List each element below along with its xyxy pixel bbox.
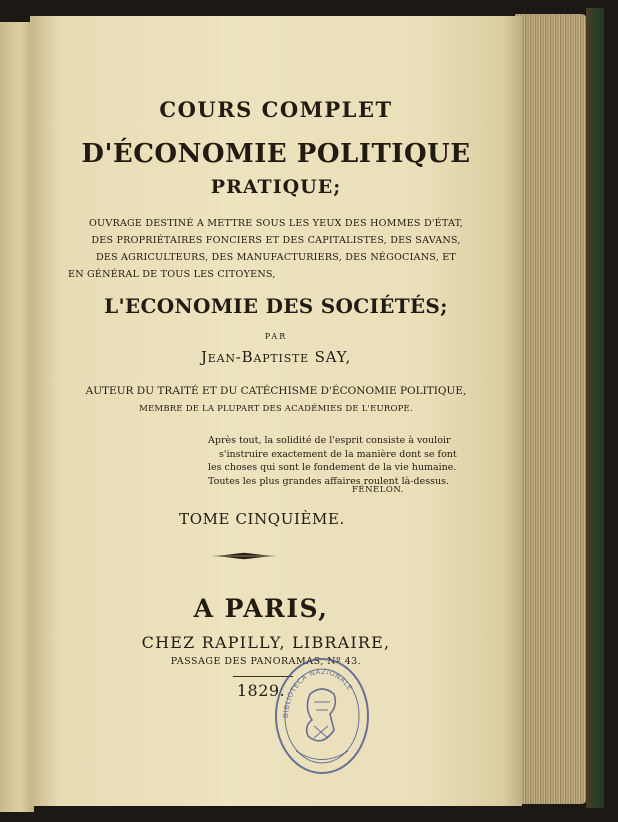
title-page (30, 16, 522, 806)
volume-label: TOME CINQUIÈME. (179, 510, 345, 528)
description-line-1: OUVRAGE DESTINÉ A METTRE SOUS LES YEUX DES HOMMES D'ÉTAT, (88, 218, 464, 229)
subtitle: L'ECONOMIE DES SOCIÉTÉS; (104, 294, 448, 318)
page-stack-edges (515, 14, 587, 804)
epigraph-line-3: les choses qui sont le fondement de la vie humaine. (208, 462, 457, 474)
imprint-city: A PARIS, (193, 594, 329, 623)
book-cover-edge (586, 8, 604, 808)
epigraph-author: FÉNELON. (352, 485, 404, 495)
title-line-1: COURS COMPLET (159, 97, 393, 122)
author-credentials: AUTEUR DU TRAITÉ ET DU CATÉCHISME D'ÉCONOMIE POLITIQUE, (85, 385, 467, 397)
description-line-4: EN GÉNÉRAL DE TOUS LES CITOYENS, (68, 269, 276, 280)
epigraph-line-2: s'instruire exactement de la manière dont se font (219, 448, 457, 460)
epigraph-line-4: Toutes les plus grandes affaires roulent là-dessus. (208, 476, 450, 488)
library-stamp-icon (274, 656, 370, 776)
description-line-2: DES PROPRIÉTAIRES FONCIERS ET DES CAPITALISTES, DES SAVANS, (91, 235, 461, 246)
title-line-2: D'ÉCONOMIE POLITIQUE (81, 139, 471, 169)
epigraph (208, 434, 457, 489)
epigraph-line-1: Après tout, la solidité de l'esprit consiste à vouloir (208, 435, 451, 446)
svg-text:BIBLIOTECA NAZIONALE (282, 668, 354, 718)
imprint-publisher: CHEZ RAPILLY, LIBRAIRE, (141, 633, 391, 652)
stamp-text: BIBLIOTECA NAZIONALE (281, 667, 354, 719)
title-line-3: PRATIQUE; (210, 176, 342, 198)
author-name: Jean-Baptiste SAY, (200, 348, 352, 366)
ornament-divider (211, 552, 277, 560)
par-label: PAR (264, 332, 288, 341)
description-line-3: DES AGRICULTEURS, DES MANUFACTURIERS, DES NÉGOCIANS, ET (95, 252, 457, 263)
author-membership: MEMBRE DE LA PLUPART DES ACADÉMIES DE L'EUROPE. (139, 404, 413, 414)
imprint-year: 1829. (236, 681, 286, 700)
imprint-address: PASSAGE DES PANORAMAS, Nº 43. (170, 656, 362, 667)
